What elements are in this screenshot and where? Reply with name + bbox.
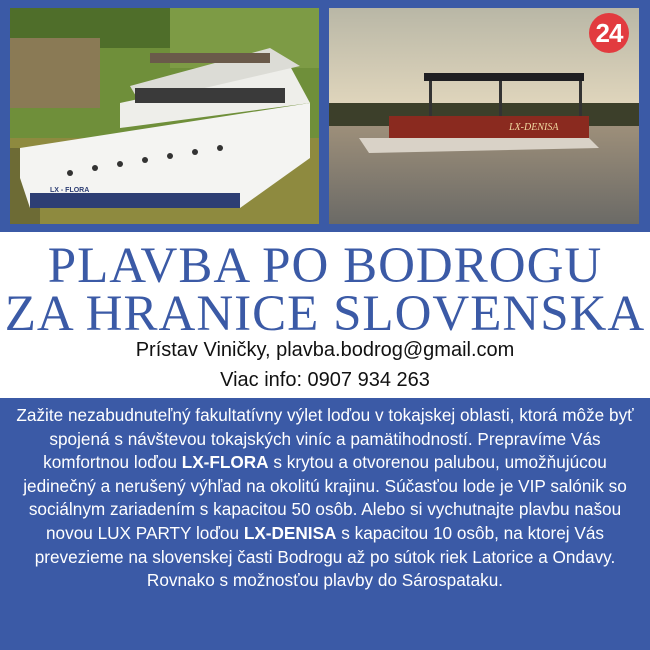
description-part-1: Zažite nezabudnuteľný fakultatívny výlet loďou v tokajskej oblasti, ktorá môže byť spojená s návštevou tokajských viníc a pamätihodností. Prepravíme Vás komfortnou loďou (16, 405, 634, 473)
badge-24: 24 (589, 13, 629, 53)
lx-flora-hull-name: LX - FLORA (50, 187, 90, 194)
boat-name-lx-flora: LX-FLORA (181, 452, 269, 473)
lx-flora-boat-illustration (10, 8, 319, 224)
description-text (12, 404, 638, 593)
contact-phone: Viac info: 0907 934 263 (220, 369, 430, 391)
page-title-line2: ZA HRANICE SLOVENSKA (4, 286, 646, 342)
boat-name-lx-denisa: LX-DENISA (243, 522, 337, 543)
photo-strip (0, 0, 650, 232)
lx-flora-photo (10, 8, 319, 224)
page-title-line1: PLAVBA PO BODROGU (47, 238, 603, 294)
description-box (0, 398, 650, 650)
description-part-2: s krytou a otvorenou palubou, umožňujúcou jedinečný a nerušený výhľad na okolitú krajinu. Súčasťou lode je VIP salónik so sociálnym zariadením s kapacitou 50 osôb. Alebo si vychutnajte plavbu našou novou LUX PARTY loďou (23, 452, 627, 543)
description-part-3: s kapacitou 10 osôb, na ktorej Vás prevezieme na slovenskej časti Bodrogu až po sútok riek Latorice a Ondavy. Rovnako s možnosťou plavby do Sárospataku. (34, 522, 616, 591)
contact-address-email: Prístav Viničky, plavba.bodrog@gmail.com (135, 339, 515, 361)
lx-denisa-hull-name: LX-DENISA (509, 122, 559, 133)
